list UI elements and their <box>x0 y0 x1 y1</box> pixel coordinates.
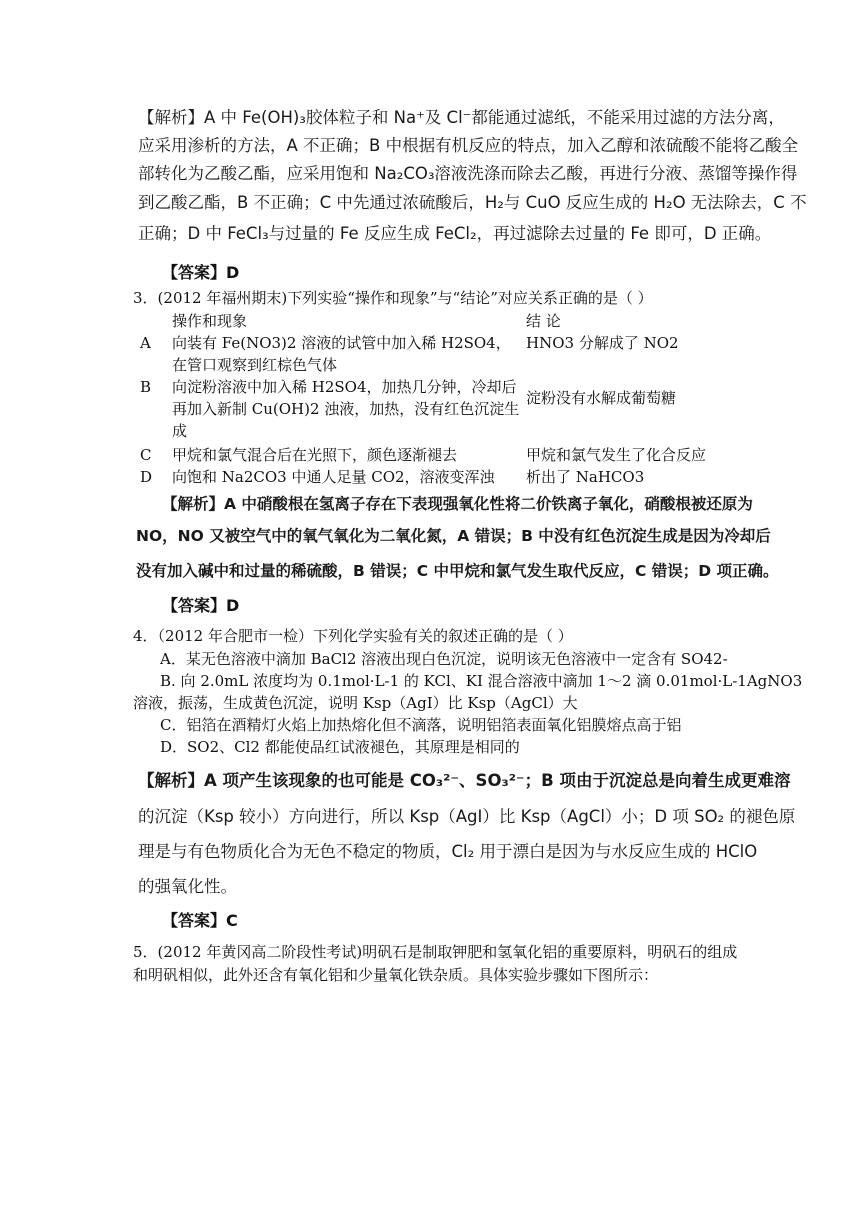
q4-answer: 【答案】C <box>162 911 238 930</box>
q4-option-c: C．铝箔在酒精灯火焰上加热熔化但不滴落，说明铝箔表面氧化铝膜熔点高于铝 <box>160 716 682 734</box>
q4-analysis-line-3: 理是与有色物质化合为无色不稳定的物质，Cl₂ 用于漂白是因为与水反应生成的 HClO <box>138 842 758 861</box>
q4-analysis-line-2: 的沉淀（Ksp 较小）方向进行，所以 Ksp（AgI）比 Ksp（AgCl）小；D 项 SO₂ 的褪色原 <box>138 807 796 826</box>
q3-row-conclusion: 析出了 NaHCO3 <box>526 468 645 486</box>
q2-analysis-line-5: 正确；D 中 FeCl₃与过量的 Fe 反应生成 FeCl₂，再过滤除去过量的 Fe 即可，D 正确。 <box>138 224 772 243</box>
q3-row-operation: 向淀粉溶液中加入稀 H2SO4，加热几分钟，冷却后再加入新制 Cu(OH)2 浊液，加热，没有红色沉淀生成 <box>172 378 520 440</box>
q4-option-b-line-1: B. 向 2.0mL 浓度均为 0.1mol·L-1 的 KCl、KI 混合溶液中滴加 1～2 滴 0.01mol·L-1AgNO3 <box>160 672 803 690</box>
q3-row-conclusion: 淀粉没有水解成葡萄糖 <box>526 389 677 407</box>
q2-answer: 【答案】D <box>162 263 240 282</box>
q3-row-conclusion: 甲烷和氯气发生了化合反应 <box>526 446 707 464</box>
q3-row-key: C <box>140 446 152 464</box>
q3-row-b <box>136 376 736 442</box>
q3-row-operation: 向装有 Fe(NO3)2 溶液的试管中加入稀 H2SO4，在管口观察到红棕色气体 <box>172 334 511 374</box>
q3-analysis-line-1: 【解析】A 中硝酸根在氢离子存在下表现强氧化性将二价铁离子氧化，硝酸根被还原为 <box>162 495 753 513</box>
q3-row-key: A <box>140 334 151 352</box>
q4-analysis-line-1: 【解析】A 项产生该现象的也可能是 CO₃²⁻、SO₃²⁻；B 项由于沉淀总是向着生成更难溶 <box>138 771 791 790</box>
q4-option-a: A．某无色溶液中滴加 BaCl2 溶液出现白色沉淀，说明该无色溶液中一定含有 SO42- <box>160 650 728 668</box>
q3-row-key: B <box>140 378 152 396</box>
q4-option-d: D．SO2、Cl2 都能使品红试液褪色，其原理是相同的 <box>160 738 520 756</box>
q5-stem-line-1: 5．(2012 年黄冈高二阶段性考试)明矾石是制取钾肥和氢氧化铝的重要原料，明矾石的组成 <box>133 943 738 961</box>
q3-answer: 【答案】D <box>162 596 240 615</box>
q2-analysis-line-2: 应采用渗析的方法，A 不正确；B 中根据有机反应的特点，加入乙醇和浓硫酸不能将乙酸全 <box>138 136 799 155</box>
q3-row-key: D <box>140 468 153 486</box>
q4-stem: 4．（2012 年合肥市一检）下列化学实验有关的叙述正确的是（ ） <box>133 627 573 645</box>
q2-analysis-line-1: 【解析】A 中 Fe(OH)₃胶体粒子和 Na⁺及 Cl⁻都能通过滤纸，不能采用过滤的方法分离， <box>138 108 785 127</box>
q2-analysis-line-4: 到乙酸乙酯，B 不正确；C 中先通过浓硫酸后，H₂与 CuO 反应生成的 H₂O 无法除去，C 不 <box>138 193 807 212</box>
q3-header-conclusion: 结 论 <box>526 312 561 330</box>
q3-row-operation: 向饱和 Na2CO3 中通人足量 CO2，溶液变浑浊 <box>172 468 495 486</box>
q3-stem: 3．(2012 年福州期末)下列实验“操作和现象”与“结论”对应关系正确的是（ ） <box>133 289 653 307</box>
q4-analysis-line-4: 的强氧化性。 <box>138 877 237 896</box>
q2-analysis-line-3: 部转化为乙酸乙酯，应采用饱和 Na₂CO₃溶液洗涤而除去乙酸，再进行分液、蒸馏等操作得 <box>138 164 798 183</box>
q3-row-conclusion: HNO3 分解成了 NO2 <box>526 334 679 352</box>
q3-analysis-line-3: 没有加入碱中和过量的稀硫酸，B 错误；C 中甲烷和氯气发生取代反应，C 错误；D 项正确。 <box>136 562 779 580</box>
q3-row-a <box>136 332 736 376</box>
q3-header-operation: 操作和现象 <box>172 312 248 330</box>
q5-stem-line-2: 和明矾相似，此外还含有氧化铝和少量氧化铁杂质。具体实验步骤如下图所示： <box>133 966 659 984</box>
q3-row-operation: 甲烷和氯气混合后在光照下，颜色逐渐褪去 <box>172 446 458 464</box>
q3-analysis-line-2: NO，NO 又被空气中的氧气氧化为二氧化氮，A 错误；B 中没有红色沉淀生成是因为冷却后 <box>136 527 771 545</box>
q4-option-b-line-2: 溶液，振荡，生成黄色沉淀，说明 Ksp（AgI）比 Ksp（AgCl）大 <box>133 694 578 712</box>
